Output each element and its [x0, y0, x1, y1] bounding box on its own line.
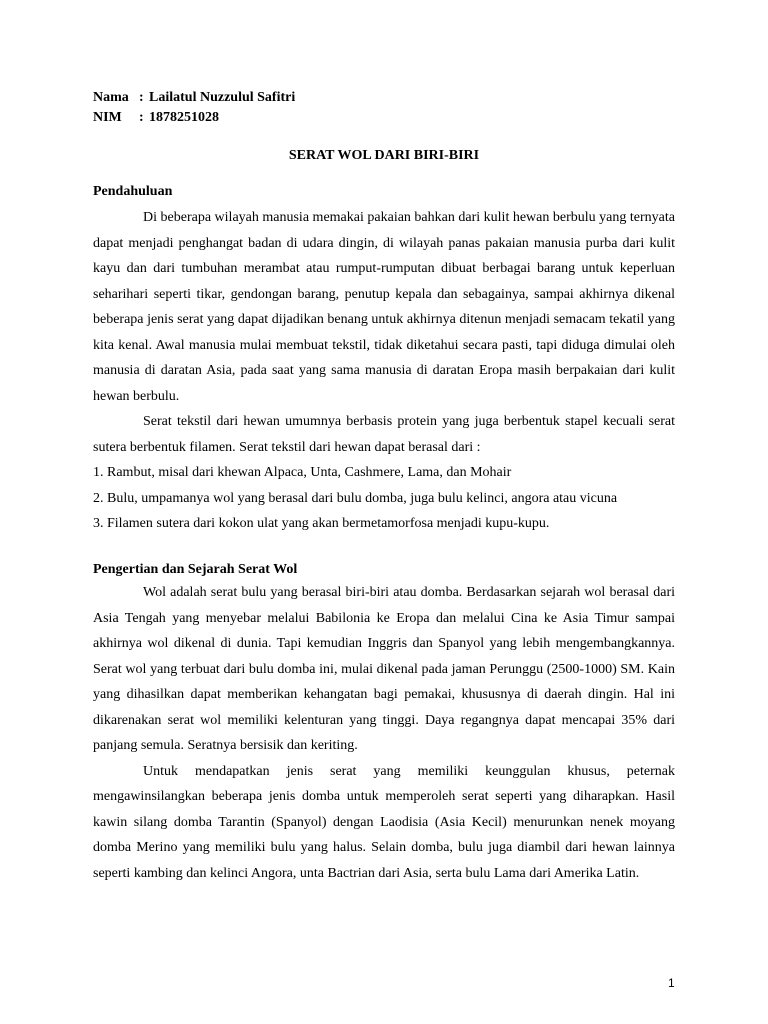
list-item: 3. Filamen sutera dari kokon ulat yang akan bermetamorfosa menjadi kupu-kupu. [93, 516, 550, 531]
paragraph: Wol adalah serat bulu yang berasal biri-biri atau domba. Berdasarkan sejarah wol berasal dari Asia Tengah yang menyebar melalui Babilonia ke Eropa dan melalui Cina ke Asia Timur sampai akhirnya wol dikenal di dunia. Tapi kemudian Inggris dan Spanyol yang lebih mengembangkannya. Serat wol yang terbuat dari bulu domba ini, mulai dikenal pada jaman Perunggu (2500-1000) SM. Kain yang dihasilkan dapat memberikan kehangatan bagi pemakai, khususnya di daerah dingin. Hal ini dikarenakan serat wol memiliki kelenturan yang tinggi. Daya regangnya dapat mencapai 35% dari panjang semula. Seratnya bersisik dan keriting. [93, 585, 675, 753]
nim-separator: : [139, 110, 144, 125]
name-line [93, 88, 295, 108]
list-item: 2. Bulu, umpamanya wol yang berasal dari bulu domba, juga bulu kelinci, angora atau vicuna [93, 490, 618, 506]
nim-label: NIM [93, 110, 122, 125]
name-label: Nama [93, 90, 129, 105]
nim-value: 1878251028 [149, 110, 219, 125]
nim-line [93, 108, 295, 128]
author-header [93, 88, 295, 128]
document-title: SERAT WOL DARI BIRI-BIRI [288, 148, 480, 163]
section-body-pengertian [93, 580, 675, 886]
list-item: 1. Rambut, misal dari khewan Alpaca, Unta, Cashmere, Lama, dan Mohair [93, 465, 512, 480]
paragraph: Untuk mendapatkan jenis serat yang memiliki keunggulan khusus, peternak mengawinsilangkan beberapa jenis domba untuk memperoleh serat seperti yang diharapkan. Hasil kawin silang domba Tarantin (Spanyol) dengan Laodisia (Asia Kecil) menurunkan nenek moyang domba Merino yang memiliki bulu yang halus. Selain domba, bulu juga diambil dari hewan lainnya seperti kambing dan kelinci Angora, unta Bactrian dari Asia, serta bulu Lama dari Amerika Latin. [93, 763, 675, 881]
section-heading-pengertian: Pengertian dan Sejarah Serat Wol [93, 562, 298, 577]
name-value: Lailatul Nuzzulul Safitri [149, 90, 296, 105]
name-separator: : [139, 90, 144, 105]
paragraph: Di beberapa wilayah manusia memakai pakaian bahkan dari kulit hewan berbulu yang ternyata dapat menjadi penghangat badan di udara dingin, di wilayah panas pakaian manusia purba dari kulit kayu dan dari tumbuhan merambat atau rumput-rumputan dibuat berbagai barang untuk keperluan seharihari seperti tikar, gendongan barang, penutup kepala dan sebagainya, sampai akhirnya dikenal beberapa jenis serat yang dapat dijadikan benang untuk akhirnya ditenun menjadi semacam tekatil yang kita kenal. Awal manusia mulai membuat tekstil, tidak diketahui secara pasti, tapi diduga dimulai oleh manusia di daratan Asia, pada saat yang sama manusia di daratan Eropa masih berpakaian dari kulit hewan berbulu. [93, 210, 675, 404]
section-body-pendahuluan [93, 205, 675, 537]
page-number: 1 [668, 976, 675, 990]
section-heading-pendahuluan: Pendahuluan [93, 184, 173, 199]
paragraph: Serat tekstil dari hewan umumnya berbasis protein yang juga berbentuk stapel kecuali serat sutera berbentuk filamen. Serat tekstil dari hewan dapat berasal dari : [93, 414, 675, 455]
